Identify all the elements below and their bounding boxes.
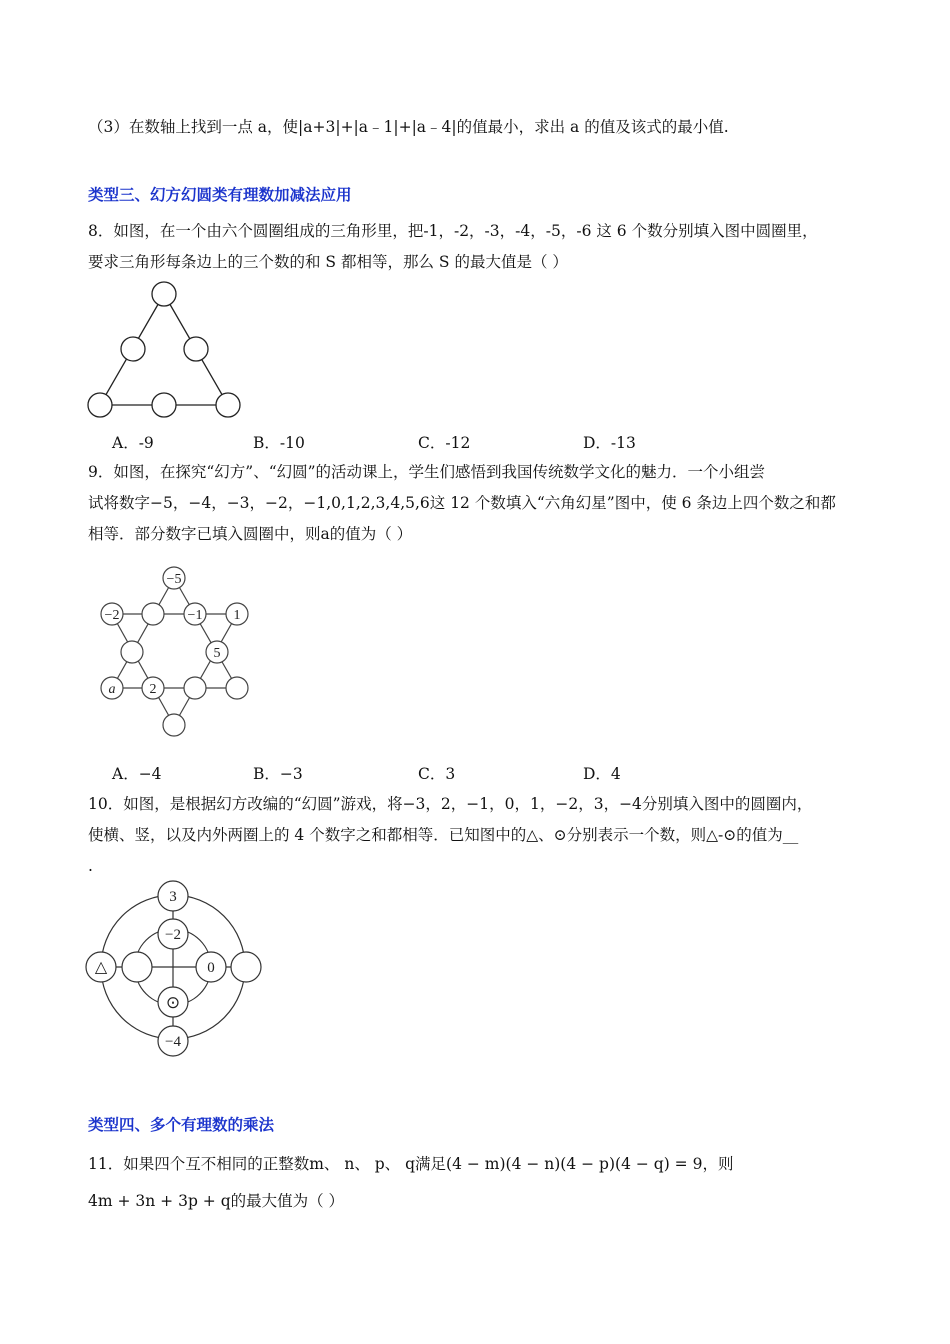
q8-circle-bottom-left — [88, 393, 112, 417]
q10-label-inner-right: 0 — [207, 960, 215, 976]
q8-circle-right-mid — [184, 337, 208, 361]
q11-line2: 4m + 3n + 3p + q的最大值为（ ） — [88, 1192, 345, 1210]
q8-option-c[interactable]: C．-12 — [418, 434, 471, 452]
q8-circle-left-mid — [121, 337, 145, 361]
q9-label-mid-right: −1 — [187, 608, 203, 623]
q8-option-b[interactable]: B．-10 — [253, 434, 305, 452]
q8-circle-bottom-mid — [152, 393, 176, 417]
q9-hexagram-figure — [94, 562, 256, 742]
q8-triangle-figure — [84, 278, 246, 422]
section3-heading: 类型三、幻方幻圆类有理数加减法应用 — [88, 186, 352, 204]
q9-option-a[interactable]: A．−4 — [112, 765, 162, 783]
q10-label-top: 3 — [169, 889, 177, 905]
q7-part3: （3）在数轴上找到一点 a，使|a+3|+|a﹣1|+|a﹣4|的值最小，求出 a 的值及该式的最小值. — [88, 118, 729, 136]
q10-magic-circle-figure — [84, 878, 266, 1060]
q9-label-left: −2 — [104, 608, 120, 623]
q9-option-c[interactable]: C．3 — [418, 765, 456, 783]
q8-line2: 要求三角形每条边上的三个数的和 S 都相等，那么 S 的最大值是（ ） — [88, 253, 568, 271]
section4-heading: 类型四、多个有理数的乘法 — [88, 1116, 275, 1134]
q9-label-top: −5 — [166, 572, 182, 587]
q9-line3: 相等．部分数字已填入圆圈中，则a的值为（ ） — [88, 525, 413, 543]
q8-circle-bottom-right — [216, 393, 240, 417]
q9-line1: 9．如图，在探究“幻方”、“幻圆”的活动课上，学生们感悟到我国传统数学文化的魅力．一个小组尝 — [88, 463, 766, 481]
q11-line1: 11．如果四个互不相同的正整数m、 n、 p、 q满足(4 − m)(4 − n)(4 − p)(4 − q) = 9，则 — [88, 1155, 734, 1173]
q9-option-b[interactable]: B．−3 — [253, 765, 303, 783]
q9-label-left-lower: a — [108, 682, 116, 697]
q10-label-inner-bottom: ⊙ — [165, 993, 181, 1012]
q8-option-d[interactable]: D．-13 — [583, 434, 636, 452]
q10-label-left: △ — [94, 959, 108, 976]
q10-label-inner-top: −2 — [165, 927, 181, 943]
q10-line2: 使横、竖，以及内外两圈上的 4 个数字之和都相等．已知图中的△、⊙分别表示一个数，则△-⊙的值为__ — [88, 826, 799, 844]
q10-line3: . — [88, 857, 93, 875]
q10-line1: 10．如图，是根据幻方改编的“幻圆”游戏，将−3，2，−1，0，1，−2，3，−4分别填入图中的圆圈内， — [88, 795, 813, 813]
q9-label-bottom-mid: 2 — [149, 682, 157, 697]
q9-label-right-lower: 5 — [213, 646, 221, 661]
q8-line1: 8．如图，在一个由六个圆圈组成的三角形里，把-1，-2，-3，-4，-5，-6 这 6 个数分别填入图中圆圈里， — [88, 222, 818, 240]
q8-circle-top — [152, 282, 176, 306]
q10-label-bottom: −4 — [165, 1034, 181, 1050]
q8-option-a[interactable]: A．-9 — [112, 434, 154, 452]
q9-option-d[interactable]: D．4 — [583, 765, 621, 783]
q9-label-right: 1 — [233, 608, 241, 623]
q9-line2: 试将数字−5，−4，−3，−2，−1,0,1,2,3,4,5,6这 12 个数填入“六角幻星”图中，使 6 条边上四个数之和都 — [88, 494, 836, 512]
